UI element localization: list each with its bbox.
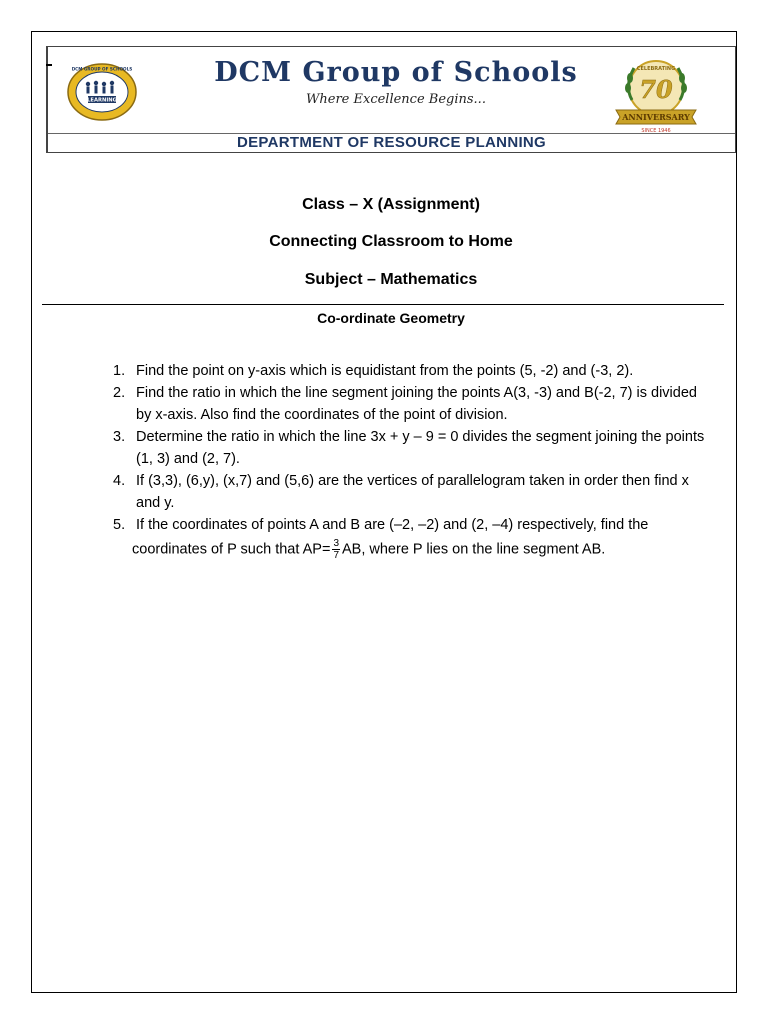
question-text: Determine the ratio in which the line 3x + y – 9 = 0 divides the segment joining the points (1, 3) and (2, 7). — [136, 429, 705, 467]
question-number: 1. — [113, 363, 126, 379]
fraction-numerator: 3 — [333, 538, 339, 549]
question-number: 3. — [113, 429, 126, 445]
anniversary-since: SINCE 1946 — [641, 128, 671, 134]
question-text — [132, 514, 713, 561]
department-title: DEPARTMENT OF RESOURCE PLANNING — [236, 134, 547, 151]
subject-title: Subject – Mathematics — [304, 271, 478, 288]
fraction-denominator: 7 — [333, 550, 339, 561]
question-list — [113, 360, 713, 561]
question-number: 4. — [113, 473, 126, 489]
school-logo-left — [66, 62, 138, 122]
question-item — [113, 514, 713, 561]
question-text-after-fraction: AB, where P lies on the line segment AB. — [342, 541, 606, 558]
anniversary-logo — [606, 54, 706, 134]
question-number: 5. — [113, 517, 126, 533]
anniversary-number: 70 — [639, 75, 673, 104]
corner-mark — [46, 64, 52, 66]
school-tagline: Where Excellence Begins... — [306, 92, 486, 107]
left-logo-label: LEARNING — [87, 97, 117, 104]
anniversary-top-text: CELEBRATING — [636, 66, 676, 72]
class-title: Class – X (Assignment) — [302, 196, 480, 213]
question-text-line1: If the coordinates of points A and B are (–2, –2) and (2, –4) respectively, find the — [136, 517, 649, 533]
assignment-subtitle: Connecting Classroom to Home — [269, 233, 513, 250]
question-text-before-fraction: coordinates of P such that AP= — [132, 541, 331, 558]
topic-heading: Co-ordinate Geometry — [317, 310, 465, 326]
question-item — [113, 360, 713, 382]
question-text: Find the point on y-axis which is equidistant from the points (5, -2) and (-3, 2). — [136, 363, 634, 379]
fraction — [332, 538, 340, 561]
question-item — [113, 382, 713, 426]
title-divider — [42, 304, 724, 305]
question-text-line2 — [132, 538, 713, 561]
school-name: DCM Group of Schools — [214, 57, 578, 88]
left-logo-ring-text: DCM GROUP OF SCHOOLS — [71, 66, 133, 72]
question-text: Find the ratio in which the line segment joining the points A(3, -3) and B(-2, 7) is divided by x-axis. Also find the coordinates of the point of division. — [136, 385, 697, 423]
question-item — [113, 426, 713, 470]
question-text: If (3,3), (6,y), (x,7) and (5,6) are the vertices of parallelogram taken in order then find x and y. — [136, 473, 689, 511]
question-item — [113, 470, 713, 514]
question-number: 2. — [113, 385, 126, 401]
anniversary-ribbon: ANNIVERSARY — [622, 112, 690, 122]
